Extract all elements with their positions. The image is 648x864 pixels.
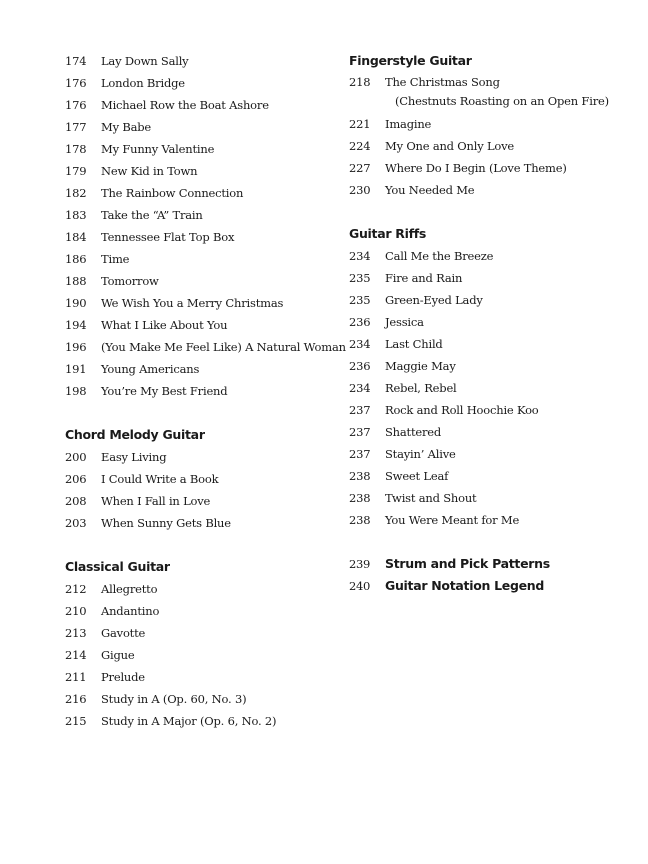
page-number: 203 [65,516,87,530]
song-title: Michael Row the Boat Ashore [101,98,269,112]
toc-entry [349,421,639,443]
toc-entry [349,113,639,135]
page-number: 238 [349,469,371,483]
section-heading: Guitar Riffs [349,226,426,241]
song-title: (You Make Me Feel Like) A Natural Woman [101,340,346,354]
toc-entry [65,358,335,380]
toc-entry [65,270,335,292]
classical-section [65,556,335,732]
song-title: Last Child [385,337,443,351]
toc-entry [349,179,639,201]
toc-entry [65,182,335,204]
page-number: 230 [349,183,371,197]
page-number: 236 [349,315,371,329]
toc-entry [349,575,639,597]
fingerstyle-section [349,50,639,201]
toc-entry [65,666,335,688]
song-title: Call Me the Breeze [385,249,494,263]
toc-entry [65,50,335,72]
song-title: Gavotte [101,626,146,640]
toc-entry [65,446,335,468]
song-title: The Rainbow Connection [101,186,244,200]
section-heading: Classical Guitar [65,559,170,574]
page-number: 218 [349,75,371,89]
page-number: 182 [65,186,87,200]
page-number: 188 [65,274,87,288]
toc-entry [65,336,346,358]
toc-entry [65,116,335,138]
toc-entry [65,578,335,600]
song-title: Where Do I Begin (Love Theme) [385,161,567,175]
toc-entry [65,468,335,490]
song-title: Take the “A” Train [101,208,203,222]
song-title: Green-Eyed Lady [385,293,483,307]
page-number: 191 [65,362,87,376]
song-title: Maggie May [385,359,456,373]
toc-entry [65,248,335,270]
song-title: When Sunny Gets Blue [101,516,231,530]
page-number: 208 [65,494,87,508]
page-number: 221 [349,117,371,131]
page-number: 235 [349,271,371,285]
toc-entry [65,644,335,666]
song-title: My One and Only Love [385,139,515,153]
song-title: Twist and Shout [385,491,477,505]
song-title: Stayin’ Alive [385,447,456,461]
song-title: Shattered [385,425,442,439]
page-number: 200 [65,450,87,464]
page-number: 214 [65,648,87,662]
song-title: Lay Down Sally [101,54,189,68]
toc-entry [65,512,335,534]
page-number: 236 [349,359,371,373]
song-title: My Funny Valentine [101,142,215,156]
song-title: When I Fall in Love [101,494,211,508]
page-number: 240 [349,579,371,593]
toc-entry [65,138,335,160]
toc-entry [65,622,335,644]
song-title: Fire and Rain [385,271,463,285]
toc-entry [65,72,335,94]
toc-entry [349,135,639,157]
page-number: 234 [349,381,371,395]
riffs-section [349,223,639,531]
toc-entry [65,490,335,512]
song-title: Young Americans [101,362,200,376]
song-title: You Needed Me [385,183,475,197]
toc-entry [65,380,335,402]
page-number: 196 [65,340,87,354]
section-spacer [65,402,335,424]
toc-entry [349,72,639,113]
toc-entry [65,160,335,182]
page-number: 237 [349,403,371,417]
toc-entry [349,267,639,289]
section-spacer [349,531,639,553]
toc-entry [65,226,335,248]
song-title: My Babe [101,120,152,134]
appendix-title: Guitar Notation Legend [385,578,545,593]
song-title: Sweet Leaf [385,469,449,483]
song-title: Andantino [101,604,160,618]
page-number: 184 [65,230,87,244]
song-title: Tomorrow [101,274,159,288]
page-number: 213 [65,626,87,640]
song-title: We Wish You a Merry Christmas [101,296,284,310]
page-number: 215 [65,714,87,728]
toc-entry [349,509,639,531]
song-title: Prelude [101,670,145,684]
toc-entry [65,292,335,314]
main-song-list [65,50,346,402]
page-number: 176 [65,98,87,112]
toc-entry [65,600,335,622]
toc-entry [65,94,335,116]
page-number: 186 [65,252,87,266]
song-title [385,73,639,111]
toc-entry [349,443,639,465]
toc-left-column [65,50,346,732]
page-number: 210 [65,604,87,618]
toc-entry [349,465,639,487]
song-title: Imagine [385,117,432,131]
page-number: 212 [65,582,87,596]
page-number: 237 [349,447,371,461]
toc-entry [65,314,335,336]
toc-entry [349,355,639,377]
song-title: Easy Living [101,450,167,464]
chord-melody-section [65,424,335,534]
page-number: 176 [65,76,87,90]
song-title-line: The Christmas Song [385,75,500,89]
section-heading: Chord Melody Guitar [65,427,205,442]
page-number: 234 [349,249,371,263]
toc-entry [65,710,335,732]
toc-entry [349,289,639,311]
song-subtitle: (Chestnuts Roasting on an Open Fire) [395,94,609,108]
page-number: 238 [349,513,371,527]
page-number: 227 [349,161,371,175]
page-number: 238 [349,491,371,505]
song-title: You’re My Best Friend [101,384,228,398]
song-title: Allegretto [101,582,158,596]
page-number: 183 [65,208,87,222]
toc-entry [65,204,335,226]
toc-entry [349,553,639,575]
song-title: Study in A Major (Op. 6, No. 2) [101,714,277,728]
page-number: 224 [349,139,371,153]
toc-entry [65,688,335,710]
page-number: 211 [65,670,87,684]
song-title: Gigue [101,648,135,662]
song-title: London Bridge [101,76,185,90]
page-number: 239 [349,557,371,571]
appendix-title: Strum and Pick Patterns [385,556,550,571]
page-number: 234 [349,337,371,351]
song-title: Time [101,252,130,266]
toc-right-column [349,50,639,597]
toc-entry [349,245,639,267]
page-number: 194 [65,318,87,332]
section-spacer [65,534,335,556]
song-title: You Were Meant for Me [385,513,520,527]
song-title: What I Like About You [101,318,228,332]
page-number: 177 [65,120,87,134]
page-number: 206 [65,472,87,486]
song-title: Tennessee Flat Top Box [101,230,235,244]
toc-entry [349,487,639,509]
song-title: Rebel, Rebel [385,381,457,395]
page-number: 190 [65,296,87,310]
toc-entry [349,157,639,179]
page-number: 179 [65,164,87,178]
song-title: Rock and Roll Hoochie Koo [385,403,539,417]
song-title: Jessica [385,315,424,329]
song-title: New Kid in Town [101,164,198,178]
appendix-section [349,553,639,597]
section-heading: Fingerstyle Guitar [349,53,472,68]
page-number: 235 [349,293,371,307]
toc-entry [349,311,639,333]
section-spacer [349,201,639,223]
page-number: 178 [65,142,87,156]
toc-entry [349,377,639,399]
page-number: 216 [65,692,87,706]
toc-entry [349,399,639,421]
page-number: 198 [65,384,87,398]
song-title: I Could Write a Book [101,472,219,486]
page-number: 237 [349,425,371,439]
toc-entry [349,333,639,355]
page-number: 174 [65,54,87,68]
song-title: Study in A (Op. 60, No. 3) [101,692,247,706]
